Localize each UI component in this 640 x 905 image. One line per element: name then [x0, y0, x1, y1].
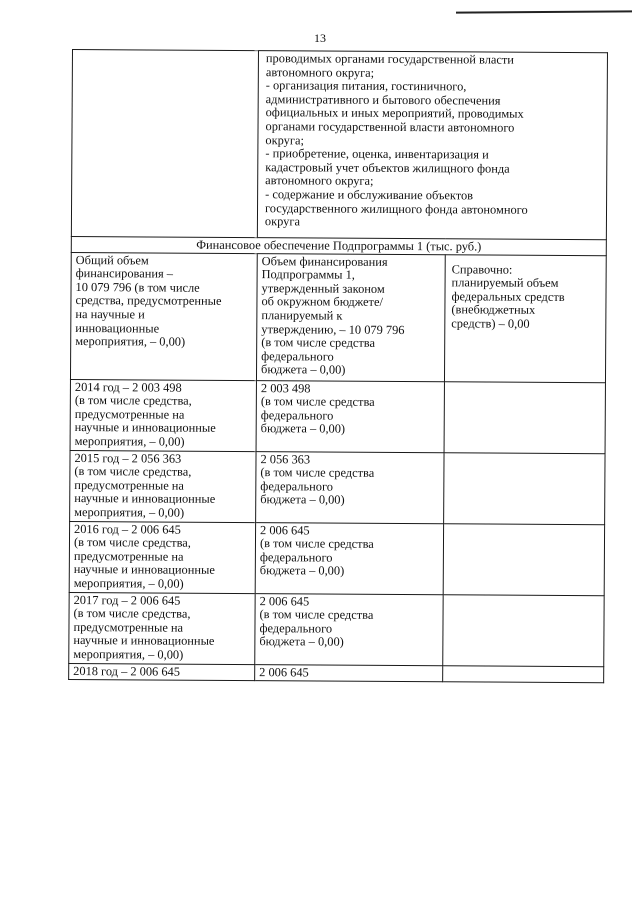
table-row [69, 592, 604, 666]
table-row [69, 521, 604, 595]
passport-table [68, 49, 608, 683]
year-total-cell: 2017 год – 2 006 645 (в том числе средства, предусмотренные на научные и инновационные мероприятия, – 0,00) [69, 592, 255, 664]
year-total-cell: 2016 год – 2 006 645 (в том числе средства, предусмотренные на научные и инновационные мероприятия, – 0,00) [69, 521, 255, 593]
year-budget-cell: 2 006 645 (в том числе средства федерального бюджета – 0,00) [255, 522, 443, 594]
table-row [69, 663, 604, 683]
page-number: 13 [314, 31, 326, 45]
year-budget-cell: 2 003 498 (в том числе средства федерального бюджета – 0,00) [256, 380, 444, 452]
table-row [70, 450, 605, 524]
year-budget-cell: 2 006 645 (в том числе средства федерального бюджета – 0,00) [255, 593, 443, 665]
year-extra-cell [444, 452, 605, 524]
passport-table-wrapper [68, 49, 607, 683]
year-extra-cell [444, 381, 605, 453]
year-total-cell: 2015 год – 2 056 363 (в том числе средства, предусмотренные на научные и инновационные мероприятия, – 0,00) [70, 450, 256, 522]
year-extra-cell [443, 523, 604, 595]
total-volume-header: Общий объем финансирования – 10 079 796 (в том числе средства, предусмотренные на научные и инновационные мероприятия, – 0,00) [70, 252, 257, 380]
year-budget-cell: 2 006 645 [255, 664, 443, 682]
measures-label-cell [71, 50, 258, 238]
financing-columns-row [70, 252, 606, 382]
measures-list-cell: проводимых органами государственной власти автономного округа; - организация питания, гостиничного, административного и бытового обеспечения официальных и иных мероприятий, проводимых органами государственной власти автономного округа; - приобретение, оценка, инвентаризация и кадастровый учет объектов жилищного фонда автономного округа; - содержание и обслуживание объектов государственного жилищного фонда автономного округа [257, 51, 607, 240]
scan-edge-line [456, 10, 632, 13]
financing-heading: Финансовое обеспечение Подпрограммы 1 (тыс. руб.) [71, 236, 606, 255]
measures-row [71, 50, 607, 240]
year-total-cell: 2018 год – 2 006 645 [69, 663, 255, 681]
year-extra-cell [443, 594, 604, 666]
year-extra-cell [443, 665, 604, 683]
federal-funds-header: Справочно: планируемый объем федеральных средств (внебюджетных средств) – 0,00 [444, 254, 606, 382]
year-total-cell: 2014 год – 2 003 498 (в том числе средства, предусмотренные на научные и инновационные мероприятия, – 0,00) [70, 379, 256, 451]
year-budget-cell: 2 056 363 (в том числе средства федерального бюджета – 0,00) [256, 451, 444, 523]
table-row [70, 379, 605, 453]
budget-volume-header: Объем финансирования Подпрограммы 1, утвержденный законом об окружном бюджете/ планируемый к утверждению, – 10 079 796 (в том числе средства федерального бюджета – 0,00) [256, 253, 445, 381]
